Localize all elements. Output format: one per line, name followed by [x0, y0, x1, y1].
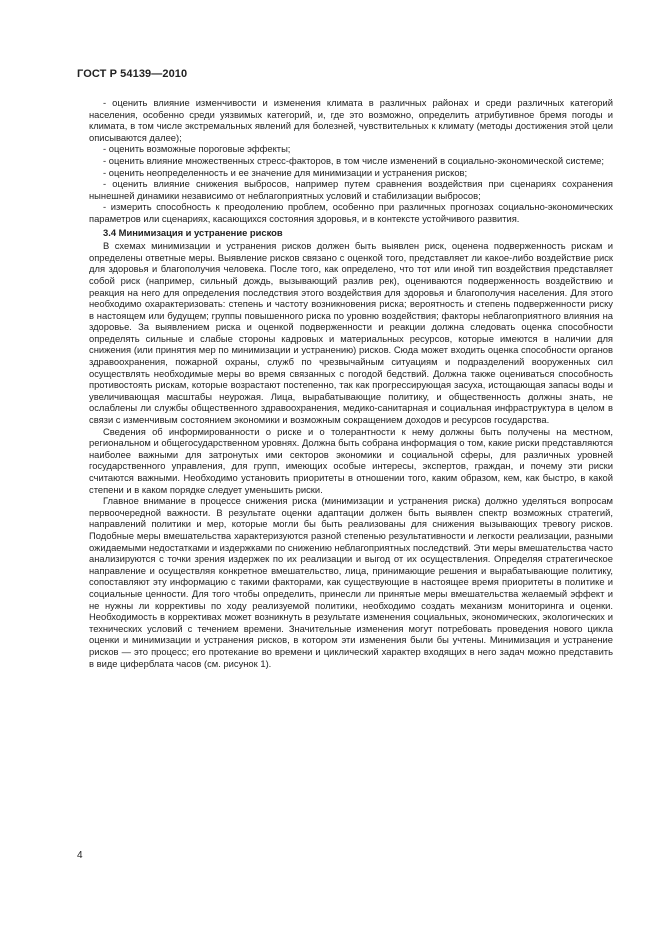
document-header: ГОСТ Р 54139—2010 — [77, 68, 188, 80]
section-title: 3.4 Минимизация и устранение рисков — [103, 226, 283, 238]
bullet-item: - измерить способность к преодолению проблем, особенно при различных прогнозах социально-экономических параметров или сценариях, касающихся состояния здоровья, и в контексте устойчивого развития. — [89, 201, 613, 224]
paragraph: Главное внимание в процессе снижения риска (минимизации и устранения риска) должно уделяться вопросам первоочередной важности. В результате оценки адаптации должен быть выявлен спектр возможных стратегий, направлений политики и мер, которые могли бы быть реализованы для снижения вызывающих тревогу рисков. Подобные меры вмешательства характеризуются разной степенью результативности и легкости реализации, разными ожидаемыми недостатками и издержками по снижению неблагоприятных последствий. Эти меры вмешательства часто анализируются с точки зрения издержек по их реализации и выгод от их осуществления. Определяя стратегическое направление и осуществляя конкретное вмешательство, лица, принимающие решения и вырабатывающие политику, сопоставляют эту информацию с такими факторами, как существующие в настоящее время приоритеты в политике и социальные ценности. Для того чтобы определить, принесли ли принятые меры вмешательства желаемый эффект и не нужны ли коррективы по ходу реализуемой политики, необходимо создать механизм мониторинга и оценки. Необходимость в коррективах может возникнуть в результате изменения социальных, экономических, экологических и технических условий с течением времени. Значительные изменения могут потребовать проведения нового цикла оценки и минимизации и устранения рисков, в котором эти изменения были бы учтены. Минимизация и устранение рисков — это процесс; его протекание во времени и циклический характер входящих в него задач можно представить в виде циферблата часов (см. рисунок 1). — [89, 495, 614, 669]
page-number: 4 — [77, 850, 83, 861]
bullet-item: - оценить влияние снижения выбросов, например путем сравнения воздействия при сценариях сохранения нынешней динамики независимо от неблагоприятных условий и стабилизации выбросов; — [89, 178, 613, 201]
bullet-item: - оценить возможные пороговые эффекты; — [103, 143, 291, 155]
paragraph: Сведения об информированности о риске и о толерантности к нему должны быть получены на местном, региональном и общегосударственном уровнях. Должна быть собрана информация о том, какие риски представляются наиболее важными для затронутых ими секторов экономики и социальной сферы, для различных уровней государственного управления, для групп, имеющих особые интересы, экспертов, граждан, и почему эти риски считаются важными. Необходимо установить приоритеты в отношении того, каким образом, кем, как быстро, в какой степени и в каком порядке следует уменьшить риски. — [89, 425, 613, 495]
document-body — [89, 97, 613, 669]
bullet-item: - оценить неопределенность и ее значение для минимизации и устранения рисков; — [103, 166, 468, 178]
paragraph: В схемах минимизации и устранения рисков должен быть выявлен риск, оценена подверженность рискам и определены ответные меры. Выявление рисков связано с оценкой того, представляет ли какое-либо воздействие риск для здоровья и благополучия человека. После того, как определено, что тот или иной тип воздействия представляет собой риск (например, сильный дождь, вызывающий разлив рек), оцениваются подверженность воздействию и реакция на него для определения последствия этого воздействия для здоровья и благополучия населения. Для этого необходимо охарактеризовать: степень и частоту возникновения риска; вероятность и степень подверженности риску в настоящем или будущем; группы повышенного риска по уровню воздействия; факторы неблагоприятного влияния на здоровье. За выявлением риска и оценкой подверженности и реакции должна следовать оценка способности определять сильные и слабые стороны кадровых и материальных ресурсов, которые имеются в наличии для снижения (или принятия мер по минимизации и устранению) рисков. Сюда может входить оценка способности органов здравоохранения, пожарной охраны, служб по чрезвычайным ситуациям и подразделений вооруженных сил осуществлять необходимые меры во время связанных с погодой бедствий. Должна также оцениваться способность противостоять рискам, которые возрастают постепенно, так как прогрессирующая засуха, истощающая запасы воды и увеличивающая масштабы неурожая. Лица, вырабатывающие политику, и общественность должны знать, не ослаблены ли службы общественного здравоохранения, медико-санитарная и социальная инфраструктура в целом в связи с изменчивым состоянием экономики и возможным сокращением доходов и ресурсов государства. — [89, 240, 613, 426]
bullet-item: - оценить влияние множественных стресс-факторов, в том числе изменений в социально-экономической системе; — [103, 154, 604, 166]
bullet-item: - оценить влияние изменчивости и изменения климата в различных районах и среди различных категорий населения, особенно среди уязвимых категорий, и, где это возможно, определить атрибутивное бремя погоды и климата, в том числе экстремальных явлений для болезней, чувствительных к климату (методы достижения этой цели описываются далее); — [89, 97, 613, 143]
